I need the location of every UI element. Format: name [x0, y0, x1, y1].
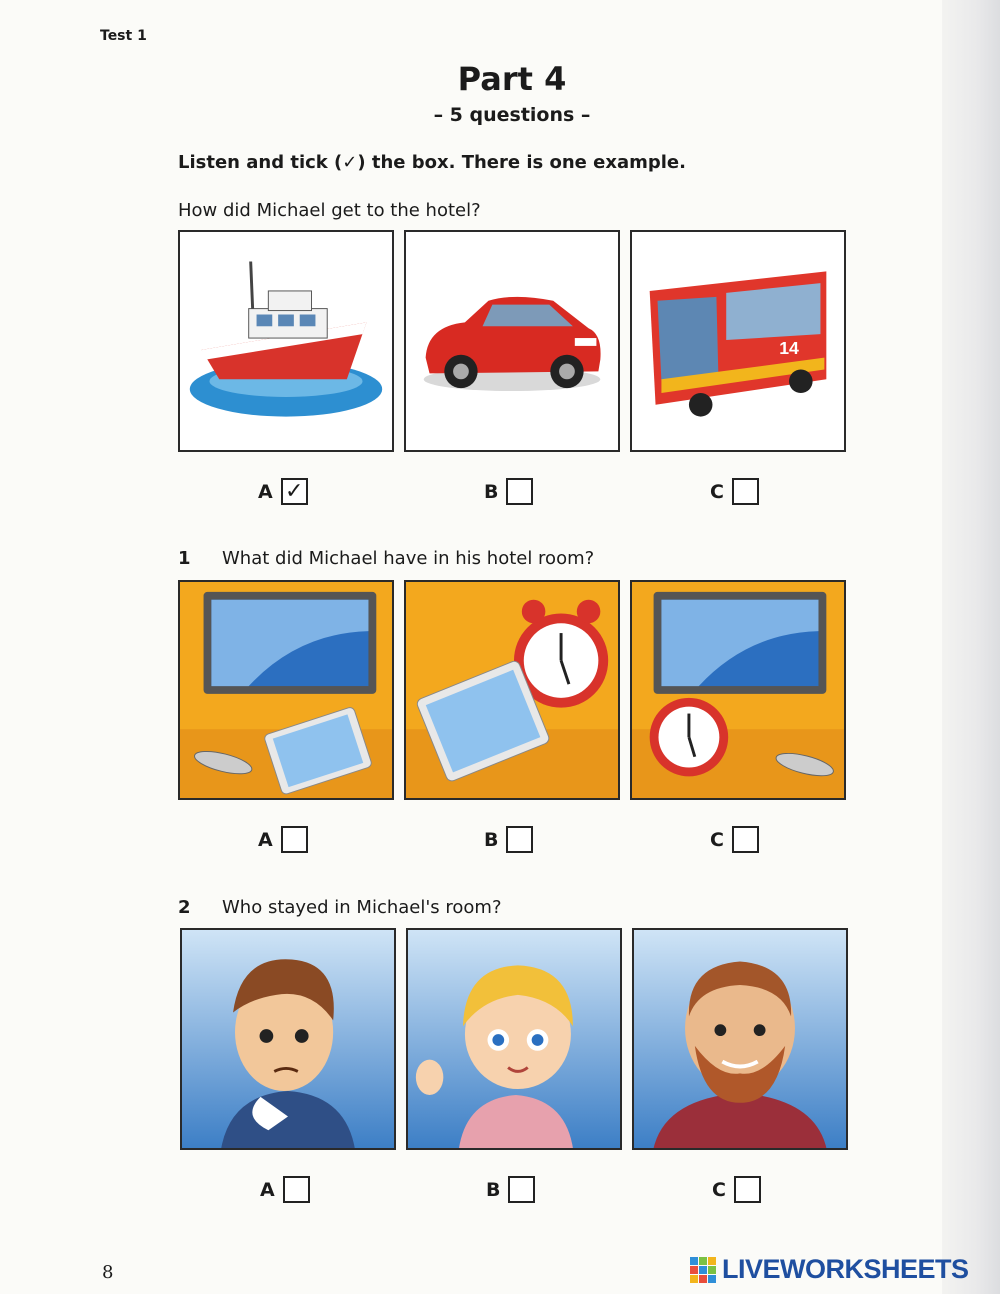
liveworksheets-logo[interactable] — [690, 1254, 969, 1285]
tick-box[interactable] — [281, 826, 308, 853]
question-number: 1 — [178, 548, 191, 569]
tick-box[interactable] — [734, 1176, 761, 1203]
page-number: 8 — [102, 1262, 114, 1283]
page-subtitle: – 5 questions – — [433, 104, 591, 126]
page-title: Part 4 — [457, 60, 567, 98]
question-number: 2 — [178, 897, 191, 918]
example-option-a — [258, 478, 308, 505]
tv-clock-icon — [632, 582, 844, 798]
question-2 — [178, 897, 502, 918]
option-letter: B — [484, 480, 499, 503]
tablet-clock-picture[interactable] — [404, 580, 620, 800]
boy-icon — [182, 930, 394, 1148]
tick-box[interactable] — [732, 826, 759, 853]
question-text: What did Michael have in his hotel room? — [222, 548, 595, 569]
tick-box[interactable]: ✓ — [281, 478, 308, 505]
example-question: How did Michael get to the hotel? — [178, 200, 481, 221]
option-letter: B — [486, 1178, 501, 1201]
tv-icon — [180, 582, 392, 798]
tv-remote-tablet-picture[interactable] — [178, 580, 394, 800]
option-letter: A — [258, 828, 273, 851]
option-letter: C — [712, 1178, 726, 1201]
page-edge-shadow — [942, 0, 1000, 1294]
option-letter: C — [710, 480, 724, 503]
tick-box[interactable] — [506, 826, 533, 853]
test-label: Test 1 — [100, 28, 147, 44]
q1-option-b — [484, 826, 533, 853]
tick-box[interactable] — [508, 1176, 535, 1203]
question-text: Who stayed in Michael's room? — [222, 897, 502, 918]
q1-option-c — [710, 826, 759, 853]
brand-name: LIVEWORKSHEETS — [722, 1254, 969, 1284]
clock-icon — [406, 582, 618, 798]
option-letter: A — [258, 480, 273, 503]
instruction: Listen and tick (✓) the box. There is one example. — [178, 152, 686, 173]
baby-icon — [408, 930, 620, 1148]
tick-box[interactable] — [732, 478, 759, 505]
q1-option-a — [258, 826, 308, 853]
boy-picture[interactable] — [180, 928, 396, 1150]
option-letter: C — [710, 828, 724, 851]
baby-girl-picture[interactable] — [406, 928, 622, 1150]
tick-box[interactable] — [506, 478, 533, 505]
q2-option-b — [486, 1176, 535, 1203]
example-option-c — [710, 478, 759, 505]
question-1 — [178, 548, 594, 569]
bus-picture[interactable] — [630, 230, 846, 452]
liveworksheets-logo-icon — [690, 1257, 716, 1283]
boat-picture[interactable] — [178, 230, 394, 452]
q2-option-c — [712, 1176, 761, 1203]
option-letter: B — [484, 828, 499, 851]
example-option-b — [484, 478, 533, 505]
tv-clock-remote-picture[interactable] — [630, 580, 846, 800]
q2-option-a — [260, 1176, 310, 1203]
tick-box[interactable] — [283, 1176, 310, 1203]
car-icon — [406, 232, 618, 450]
man-icon — [634, 930, 846, 1148]
bus-icon — [632, 232, 844, 450]
option-letter: A — [260, 1178, 275, 1201]
car-picture[interactable] — [404, 230, 620, 452]
svg-text:14: 14 — [779, 337, 799, 358]
bearded-man-picture[interactable] — [632, 928, 848, 1150]
boat-icon — [180, 232, 392, 450]
